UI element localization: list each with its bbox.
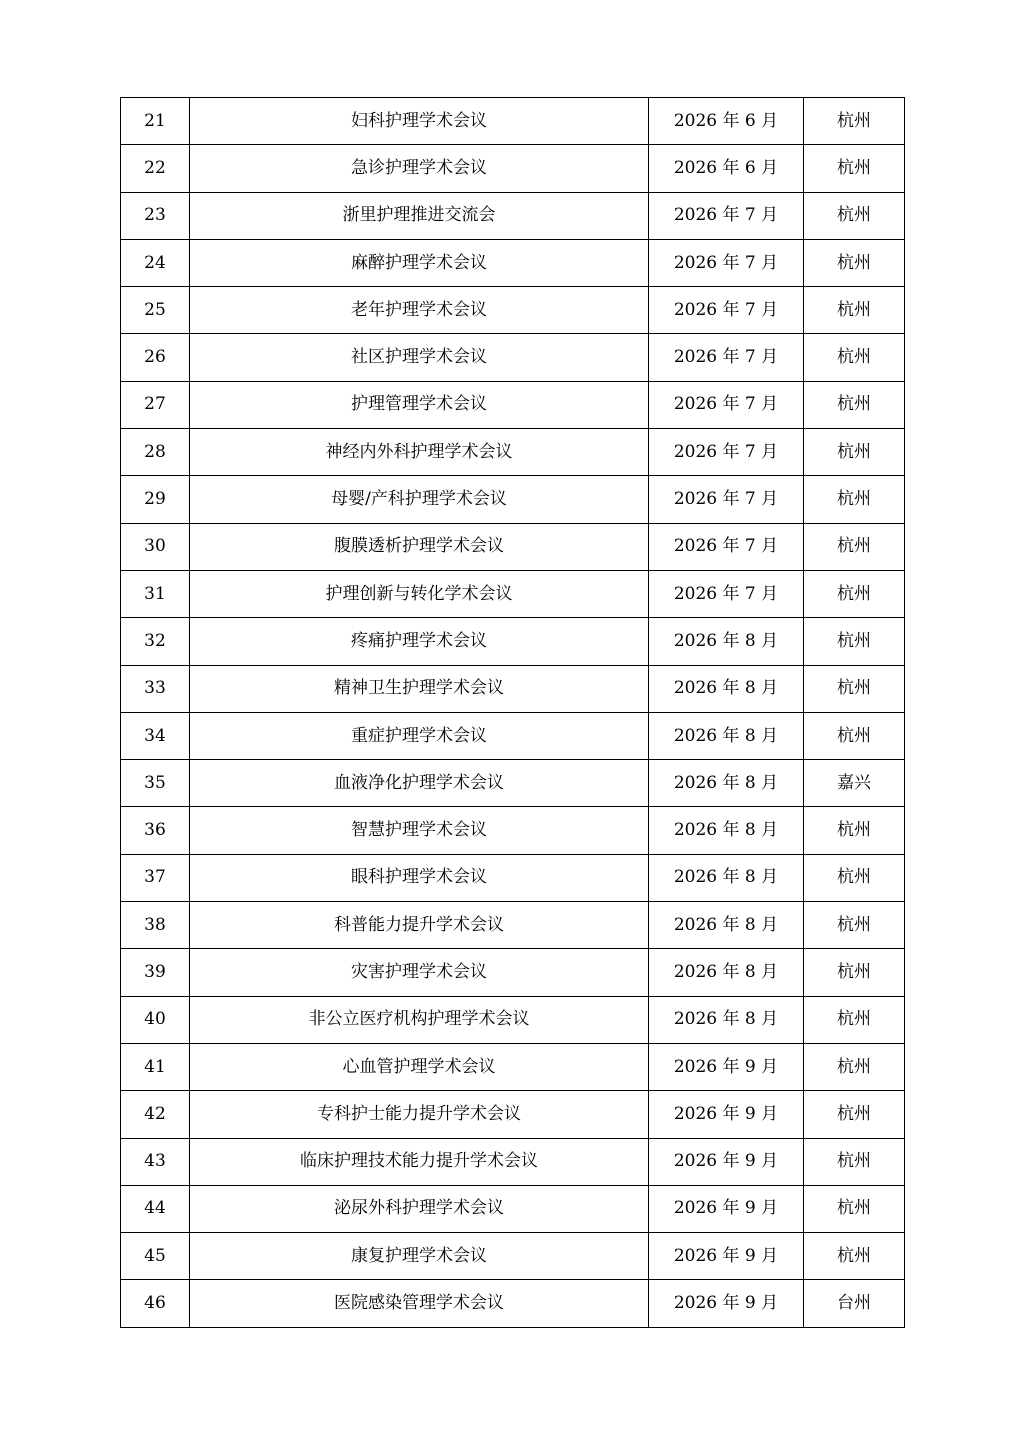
city-cell: 杭州	[804, 429, 905, 476]
row-number-cell: 29	[121, 476, 190, 523]
conference-name-cell: 社区护理学术会议	[190, 334, 649, 381]
row-number-cell: 22	[121, 145, 190, 192]
city-cell: 杭州	[804, 476, 905, 523]
table-row	[121, 760, 905, 807]
date-cell: 2026 年 6 月	[649, 98, 804, 145]
table-row	[121, 807, 905, 854]
table-row	[121, 476, 905, 523]
table-row	[121, 239, 905, 286]
conference-schedule-table	[120, 97, 905, 1328]
conference-name-cell: 临床护理技术能力提升学术会议	[190, 1138, 649, 1185]
conference-name-cell: 康复护理学术会议	[190, 1233, 649, 1280]
date-cell: 2026 年 6 月	[649, 145, 804, 192]
table-row	[121, 1185, 905, 1232]
date-cell: 2026 年 8 月	[649, 949, 804, 996]
conference-name-cell: 眼科护理学术会议	[190, 854, 649, 901]
conference-name-cell: 神经内外科护理学术会议	[190, 429, 649, 476]
table-row	[121, 287, 905, 334]
date-cell: 2026 年 8 月	[649, 902, 804, 949]
date-cell: 2026 年 9 月	[649, 1233, 804, 1280]
table-row	[121, 665, 905, 712]
city-cell: 杭州	[804, 949, 905, 996]
row-number-cell: 21	[121, 98, 190, 145]
city-cell: 杭州	[804, 98, 905, 145]
table-row	[121, 429, 905, 476]
conference-name-cell: 科普能力提升学术会议	[190, 902, 649, 949]
date-cell: 2026 年 8 月	[649, 760, 804, 807]
date-cell: 2026 年 7 月	[649, 570, 804, 617]
date-cell: 2026 年 9 月	[649, 1091, 804, 1138]
row-number-cell: 34	[121, 712, 190, 759]
date-cell: 2026 年 7 月	[649, 476, 804, 523]
row-number-cell: 27	[121, 381, 190, 428]
city-cell: 台州	[804, 1280, 905, 1327]
row-number-cell: 38	[121, 902, 190, 949]
date-cell: 2026 年 8 月	[649, 854, 804, 901]
city-cell: 杭州	[804, 807, 905, 854]
city-cell: 杭州	[804, 1185, 905, 1232]
conference-name-cell: 心血管护理学术会议	[190, 1043, 649, 1090]
table-row	[121, 854, 905, 901]
conference-name-cell: 浙里护理推进交流会	[190, 192, 649, 239]
row-number-cell: 26	[121, 334, 190, 381]
conference-name-cell: 非公立医疗机构护理学术会议	[190, 996, 649, 1043]
date-cell: 2026 年 9 月	[649, 1280, 804, 1327]
date-cell: 2026 年 7 月	[649, 523, 804, 570]
row-number-cell: 31	[121, 570, 190, 617]
table-row	[121, 145, 905, 192]
row-number-cell: 39	[121, 949, 190, 996]
conference-name-cell: 医院感染管理学术会议	[190, 1280, 649, 1327]
row-number-cell: 45	[121, 1233, 190, 1280]
conference-name-cell: 妇科护理学术会议	[190, 98, 649, 145]
conference-name-cell: 麻醉护理学术会议	[190, 239, 649, 286]
row-number-cell: 23	[121, 192, 190, 239]
row-number-cell: 32	[121, 618, 190, 665]
table-body	[121, 98, 905, 1328]
row-number-cell: 41	[121, 1043, 190, 1090]
table-row	[121, 902, 905, 949]
row-number-cell: 25	[121, 287, 190, 334]
date-cell: 2026 年 9 月	[649, 1185, 804, 1232]
date-cell: 2026 年 9 月	[649, 1043, 804, 1090]
table-row	[121, 712, 905, 759]
table-row	[121, 1091, 905, 1138]
city-cell: 杭州	[804, 902, 905, 949]
city-cell: 杭州	[804, 665, 905, 712]
city-cell: 杭州	[804, 1043, 905, 1090]
conference-name-cell: 智慧护理学术会议	[190, 807, 649, 854]
date-cell: 2026 年 7 月	[649, 429, 804, 476]
table-row	[121, 523, 905, 570]
conference-name-cell: 急诊护理学术会议	[190, 145, 649, 192]
table-row	[121, 381, 905, 428]
table-row	[121, 1043, 905, 1090]
city-cell: 杭州	[804, 996, 905, 1043]
date-cell: 2026 年 8 月	[649, 712, 804, 759]
city-cell: 杭州	[804, 854, 905, 901]
conference-name-cell: 重症护理学术会议	[190, 712, 649, 759]
conference-name-cell: 母婴/产科护理学术会议	[190, 476, 649, 523]
row-number-cell: 44	[121, 1185, 190, 1232]
conference-name-cell: 护理管理学术会议	[190, 381, 649, 428]
table-row	[121, 192, 905, 239]
table-row	[121, 1233, 905, 1280]
row-number-cell: 37	[121, 854, 190, 901]
date-cell: 2026 年 8 月	[649, 618, 804, 665]
city-cell: 杭州	[804, 145, 905, 192]
conference-name-cell: 疼痛护理学术会议	[190, 618, 649, 665]
table-row	[121, 949, 905, 996]
row-number-cell: 43	[121, 1138, 190, 1185]
date-cell: 2026 年 7 月	[649, 239, 804, 286]
city-cell: 杭州	[804, 1138, 905, 1185]
row-number-cell: 42	[121, 1091, 190, 1138]
city-cell: 杭州	[804, 1091, 905, 1138]
city-cell: 杭州	[804, 381, 905, 428]
city-cell: 杭州	[804, 287, 905, 334]
date-cell: 2026 年 8 月	[649, 996, 804, 1043]
table-row	[121, 996, 905, 1043]
date-cell: 2026 年 7 月	[649, 287, 804, 334]
row-number-cell: 30	[121, 523, 190, 570]
table-row	[121, 1280, 905, 1327]
date-cell: 2026 年 7 月	[649, 334, 804, 381]
row-number-cell: 35	[121, 760, 190, 807]
table-row	[121, 618, 905, 665]
date-cell: 2026 年 8 月	[649, 665, 804, 712]
row-number-cell: 46	[121, 1280, 190, 1327]
city-cell: 杭州	[804, 712, 905, 759]
city-cell: 杭州	[804, 334, 905, 381]
date-cell: 2026 年 9 月	[649, 1138, 804, 1185]
conference-name-cell: 血液净化护理学术会议	[190, 760, 649, 807]
city-cell: 嘉兴	[804, 760, 905, 807]
date-cell: 2026 年 7 月	[649, 192, 804, 239]
row-number-cell: 33	[121, 665, 190, 712]
city-cell: 杭州	[804, 1233, 905, 1280]
row-number-cell: 24	[121, 239, 190, 286]
row-number-cell: 28	[121, 429, 190, 476]
city-cell: 杭州	[804, 618, 905, 665]
row-number-cell: 36	[121, 807, 190, 854]
conference-name-cell: 腹膜透析护理学术会议	[190, 523, 649, 570]
table-row	[121, 570, 905, 617]
table-row	[121, 98, 905, 145]
conference-name-cell: 精神卫生护理学术会议	[190, 665, 649, 712]
city-cell: 杭州	[804, 570, 905, 617]
conference-name-cell: 老年护理学术会议	[190, 287, 649, 334]
city-cell: 杭州	[804, 239, 905, 286]
date-cell: 2026 年 8 月	[649, 807, 804, 854]
row-number-cell: 40	[121, 996, 190, 1043]
table-row	[121, 1138, 905, 1185]
conference-name-cell: 护理创新与转化学术会议	[190, 570, 649, 617]
table-row	[121, 334, 905, 381]
date-cell: 2026 年 7 月	[649, 381, 804, 428]
city-cell: 杭州	[804, 523, 905, 570]
city-cell: 杭州	[804, 192, 905, 239]
conference-name-cell: 泌尿外科护理学术会议	[190, 1185, 649, 1232]
conference-name-cell: 专科护士能力提升学术会议	[190, 1091, 649, 1138]
conference-name-cell: 灾害护理学术会议	[190, 949, 649, 996]
